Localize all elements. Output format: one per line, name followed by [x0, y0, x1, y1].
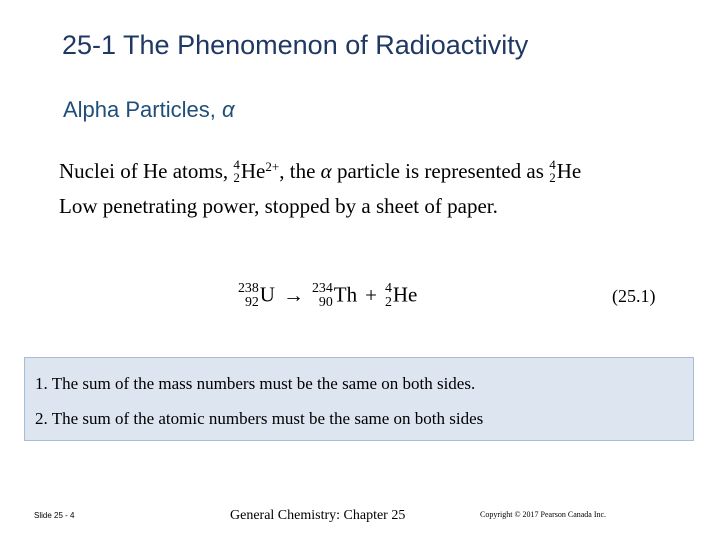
- slide-number: Slide 25 - 4: [34, 511, 75, 520]
- he2-symbol: He: [556, 159, 582, 184]
- he-atomic-number: 2: [233, 170, 240, 186]
- alpha-symbol: α: [221, 97, 235, 122]
- he-mass-number: 4: [233, 157, 240, 173]
- line1-text-b: , the: [279, 159, 321, 184]
- he-charge: 2+: [265, 159, 280, 174]
- thorium-nuclide: [311, 279, 358, 311]
- u-atomic-number: 92: [244, 293, 259, 309]
- footer-course: General Chemistry: Chapter 25: [230, 508, 406, 523]
- alpha-inline: α: [320, 159, 332, 184]
- he2-atomic-number: 2: [549, 170, 556, 186]
- line1-text-a: Nuclei of He atoms,: [59, 159, 234, 184]
- plus-sign: +: [365, 282, 377, 307]
- u-symbol: U: [259, 282, 275, 307]
- reaction-arrow: →: [282, 282, 304, 307]
- slide-title: 25-1 The Phenomenon of Radioactivity: [62, 30, 529, 60]
- slide-subtitle: [63, 97, 235, 123]
- rule-item: 2. The sum of the atomic numbers must be the same on both sides: [35, 409, 484, 428]
- eq-he-symbol: He: [392, 282, 418, 307]
- eq-he-mass-number: 4: [384, 279, 392, 295]
- he-symbol: He: [240, 159, 266, 184]
- helium-nuclide: [384, 279, 418, 311]
- u-mass-number: 238: [238, 279, 259, 295]
- he2-mass-number: 4: [549, 157, 556, 173]
- rule-item: 1. The sum of the mass numbers must be the same on both sides.: [35, 374, 476, 393]
- th-atomic-number: 90: [318, 293, 333, 309]
- helium-ion-notation: [233, 157, 280, 186]
- uranium-nuclide: [238, 279, 275, 311]
- decay-equation: [238, 279, 418, 311]
- body-line-1: [59, 157, 582, 186]
- body-line-2: Low penetrating power, stopped by a sheet of paper.: [59, 194, 498, 218]
- eq-he-atomic-number: 2: [384, 293, 392, 309]
- line1-text-c: particle is represented as: [331, 159, 550, 184]
- footer-copyright: Copyright © 2017 Pearson Canada Inc.: [480, 510, 607, 519]
- equation-number: (25.1): [612, 286, 656, 306]
- helium-notation: [549, 157, 582, 186]
- th-symbol: Th: [333, 282, 358, 307]
- th-mass-number: 234: [311, 279, 333, 295]
- conservation-rules-box: [24, 357, 694, 441]
- subtitle-text: Alpha Particles,: [63, 97, 222, 122]
